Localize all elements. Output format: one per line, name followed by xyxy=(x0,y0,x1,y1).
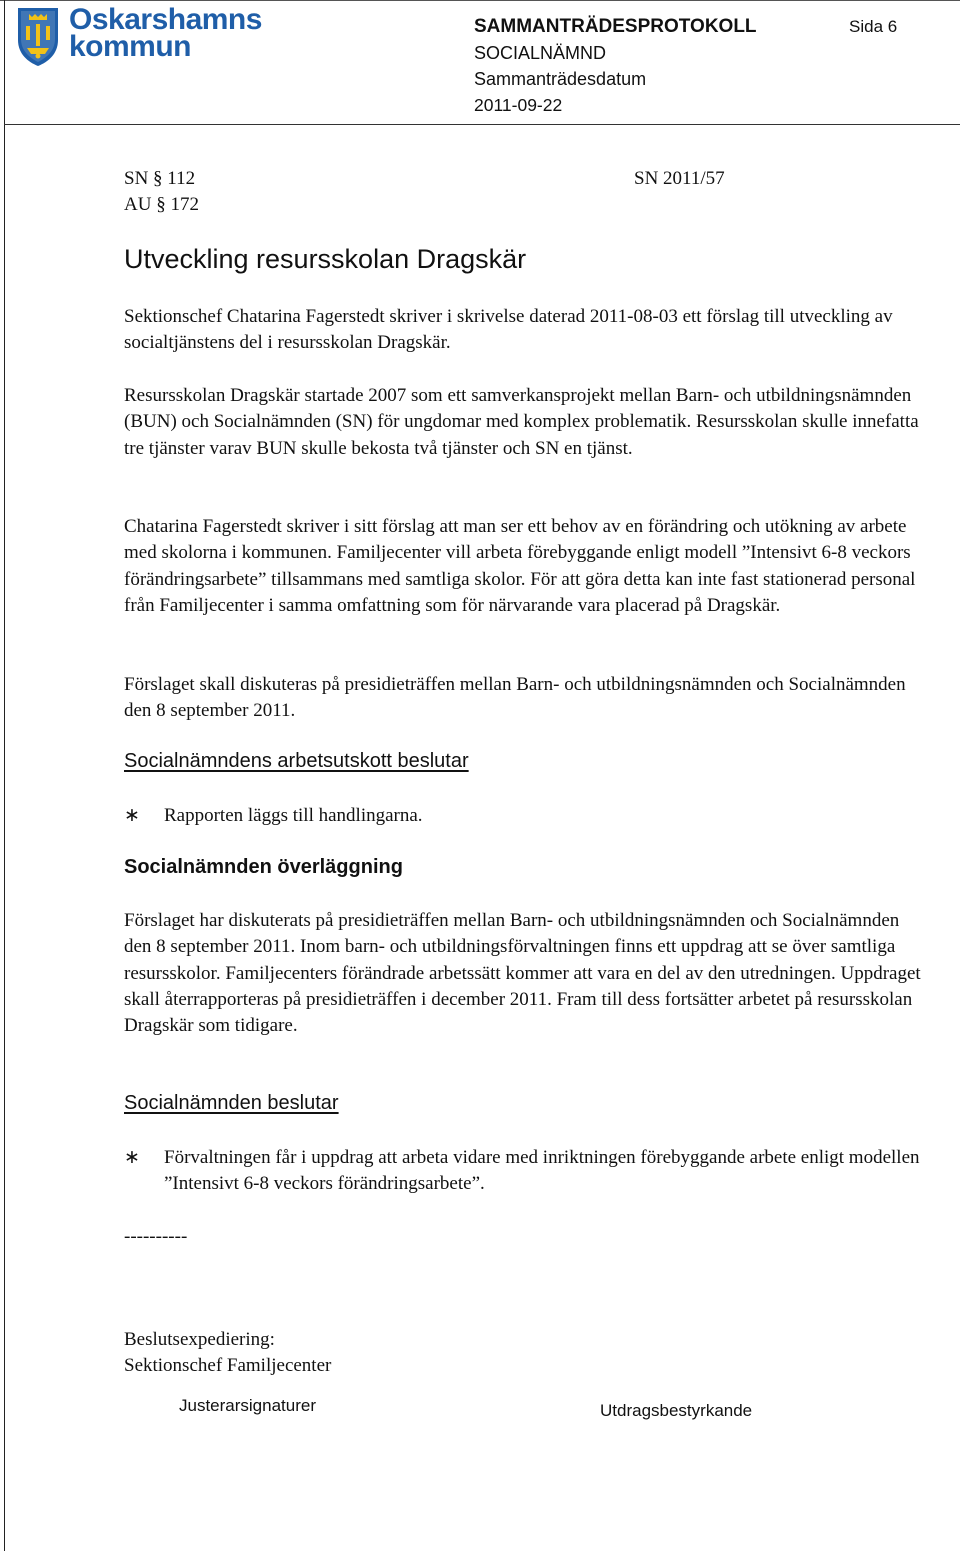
case-number: SN 2011/57 xyxy=(634,168,725,189)
au-ref: AU § 172 xyxy=(124,194,199,216)
sn-decision-item xyxy=(124,1145,924,1198)
page-title: Utveckling resursskolan Dragskär xyxy=(124,244,527,274)
dispatch-recipient: Sektionschef Familjecenter xyxy=(124,1355,332,1377)
sn-ref: SN § 112 xyxy=(124,168,196,189)
board-name: SOCIALNÄMND xyxy=(474,43,607,63)
document-header xyxy=(474,14,757,118)
deliberation-text: Förslaget har diskuterats på presidieträffen mellan Barn- och utbildningsnämnden och Socialnämnden den 8 september 2011. Inom barn- och utbildningsförvaltningen finns ett uppdrag att se över samtliga resursskolor. Familjecenters förändrade arbetssätt kommer att vara en del av den utredningen. Uppdraget skall återrapporteras på presidieträffen i december 2011. Fram till dess fortsätter arbetet på resursskolan Dragskär som tidigare. xyxy=(124,910,921,1037)
paragraph-2: Resursskolan Dragskär startade 2007 som ett samverkansprojekt mellan Barn- och utbildningsnämnden (BUN) och Socialnämnden (SN) för ungdomar med komplex problematik. Resursskolan skulle innefatta tre tjänster varav BUN skulle bekosta två tjänster och SN en tjänst. xyxy=(124,385,919,459)
footer-signatures: Justerarsignaturer xyxy=(179,1396,317,1415)
header-divider xyxy=(4,124,960,125)
au-decision-text: Rapporten läggs till handlingarna. xyxy=(164,805,423,826)
au-decision-item xyxy=(124,803,924,829)
page-top-border xyxy=(0,0,960,1)
page-number: Sida 6 xyxy=(849,17,898,36)
bullet-icon: ∗ xyxy=(124,1147,140,1168)
bullet-icon: ∗ xyxy=(124,805,140,826)
meeting-date: 2011-09-22 xyxy=(474,95,563,115)
au-decision-heading: Socialnämndens arbetsutskott beslutar xyxy=(124,750,469,772)
footer-certification: Utdragsbestyrkande xyxy=(600,1401,753,1420)
deliberation-heading: Socialnämnden överläggning xyxy=(124,856,403,878)
paragraph-3: Chatarina Fagerstedt skriver i sitt förslag att man ser ett behov av en förändring och utökning av arbete med skolorna i kommunen. Familjecenter vill arbeta förebyggande enligt modell ”Intensivt 6-8 veckors förändringsarbete” tillsammans med samtliga skolor. För att göra detta kan inte fast stationerad personal från Familjecenter i samma omfattning som för närvarande vara placerad på Dragskär. xyxy=(124,516,916,616)
dispatch-block xyxy=(124,1327,331,1380)
sn-decision-text: Förvaltningen får i uppdrag att arbeta vidare med inriktningen förebyggande arbete enligt modellen ”Intensivt 6-8 veckors förändringsarbete”. xyxy=(164,1147,920,1195)
logo-line2: kommun xyxy=(69,30,192,63)
separator-line: ---------- xyxy=(124,1226,188,1247)
page-left-border xyxy=(4,0,5,1551)
date-label: Sammanträdesdatum xyxy=(474,69,647,89)
coat-of-arms-icon xyxy=(15,6,61,68)
sn-decision-heading: Socialnämnden beslutar xyxy=(124,1092,339,1114)
section-symbol: § xyxy=(153,168,163,189)
dispatch-label: Beslutsexpediering: xyxy=(124,1329,275,1350)
paragraph-1: Sektionschef Chatarina Fagerstedt skriver i skrivelse daterad 2011-08-03 ett förslag till utveckling av socialtjänstens del i resursskolan Dragskär. xyxy=(124,306,893,354)
doc-type: SAMMANTRÄDESPROTOKOLL xyxy=(474,16,757,37)
section-symbol: § xyxy=(156,194,166,216)
paragraph-4: Förslaget skall diskuteras på presidieträffen mellan Barn- och utbildningsnämnden och Socialnämnden den 8 september 2011. xyxy=(124,674,906,722)
municipality-logo xyxy=(15,3,262,68)
paragraph-refs xyxy=(124,166,199,219)
logo-line1: Oskarshamns xyxy=(69,3,262,36)
